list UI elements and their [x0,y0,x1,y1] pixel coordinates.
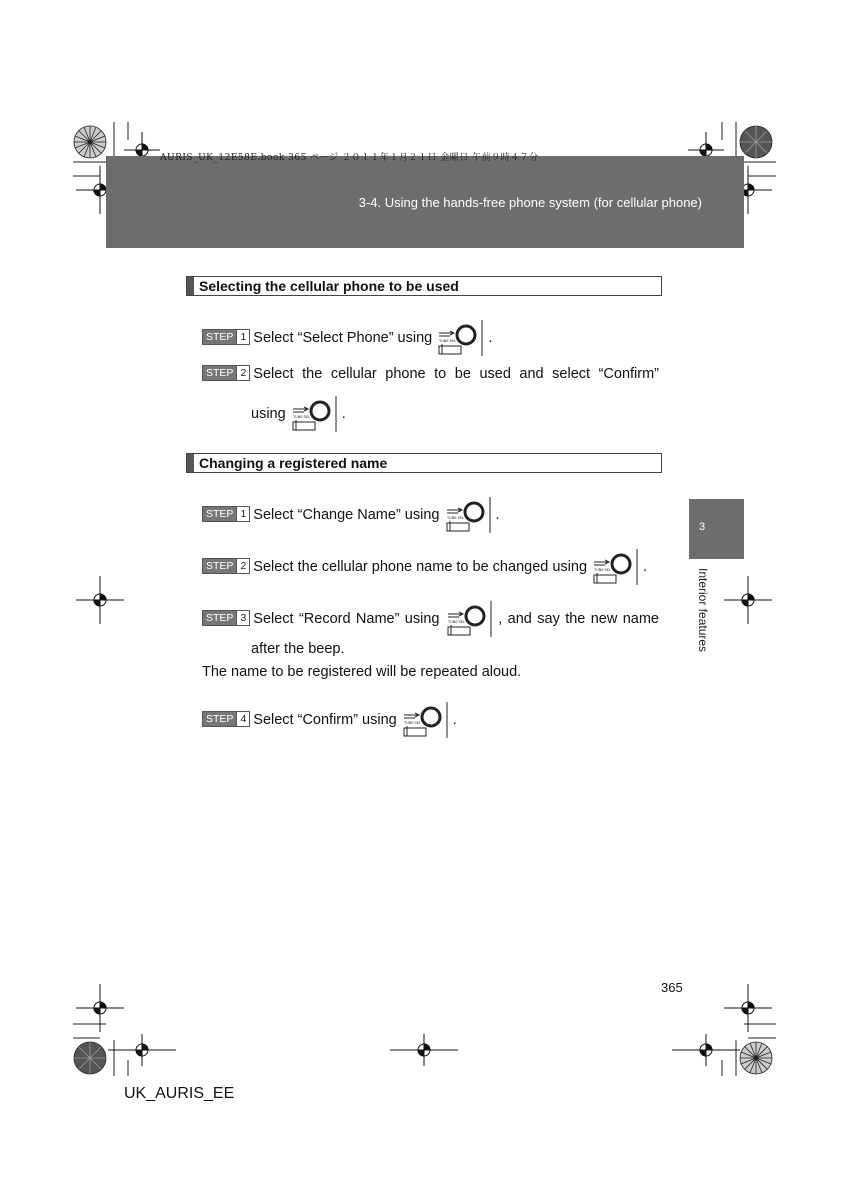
svg-text:TUNE·SEL: TUNE·SEL [439,339,457,343]
svg-text:TUNE·SEL: TUNE·SEL [594,568,612,572]
step-2-continuation: using TUNE·SEL . [251,396,346,432]
step-badge: STEP 4 [202,711,250,727]
side-chapter-tab [689,499,744,559]
step-1-change-name [202,497,659,533]
step-badge: STEP 1 [202,329,250,345]
tune-sel-knob-icon [591,549,639,585]
tune-sel-knob-icon [444,497,492,533]
side-tab-label: Interior features [696,568,710,653]
page-number: 365 [661,980,683,995]
side-tab-number: 3 [699,521,706,533]
heading-bar [187,277,194,295]
step-text: Select “Change Name” using [253,506,440,523]
chapter-header-band [106,156,744,248]
step-1-select-phone [202,320,659,356]
note-repeated-aloud: The name to be registered will be repeated aloud. [202,664,522,680]
print-info: AURIS_UK_12E58E.book 365 ページ ２０１１年１月２１日 金曜日 午前９時４７分 [160,153,539,163]
chapter-title: 3-4. Using the hands-free phone system (for cellular phone) [358,195,702,210]
heading-bar [187,454,194,472]
step-text: Select the cellular phone name to be changed using [253,558,588,575]
svg-text:TUNE·SEL: TUNE·SEL [446,516,464,520]
step-text-after: . [643,558,648,575]
svg-text:TUNE·SEL: TUNE·SEL [447,620,465,624]
step-text: Select “Record Name” using [253,610,440,627]
section-heading-select-phone [186,276,662,296]
tune-sel-knob-icon [290,396,338,432]
step-text-after: , and say the new name [498,610,659,627]
step-text: Select “Confirm” using [253,711,397,728]
section-heading-change-name [186,453,662,473]
step-badge: STEP 3 [202,610,250,626]
step-text-after: . [488,329,493,346]
svg-text:TUNE·SEL: TUNE·SEL [292,415,310,419]
step-2-select-name [202,549,659,585]
step-badge: STEP 2 [202,558,250,574]
footer-code: UK_AURIS_EE [124,1085,235,1102]
step-2-select-confirm [202,364,659,384]
tune-sel-knob-icon [401,702,449,738]
step-4-confirm [202,702,659,738]
step-text: Select “Select Phone” using [253,329,433,346]
section-heading-text: Changing a registered name [199,455,388,471]
step-text-after: . [495,506,500,523]
tune-sel-knob-icon [445,601,493,637]
section-heading-text: Selecting the cellular phone to be used [199,278,459,294]
step-3-continuation: after the beep. [251,641,345,657]
tune-sel-knob-icon [436,320,484,356]
step-text: Select the cellular phone to be used and select “Confirm” [253,366,659,382]
step-text-after: . [452,711,457,728]
step-3-record-name [202,601,659,637]
step-badge: STEP 2 [202,365,250,381]
svg-text:TUNE·SEL: TUNE·SEL [403,721,421,725]
step-badge: STEP 1 [202,506,250,522]
